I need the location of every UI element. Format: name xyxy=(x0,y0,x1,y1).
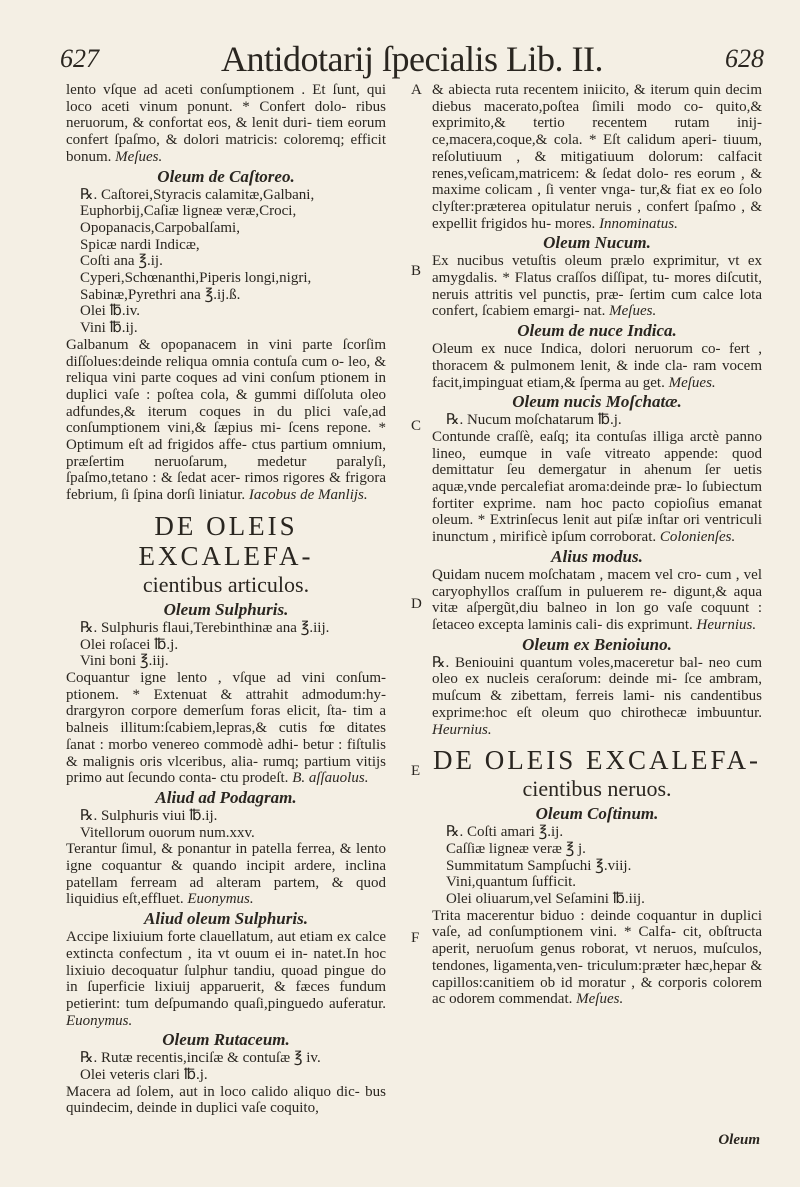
margin-letter-f: F xyxy=(411,930,420,946)
paragraph xyxy=(432,82,762,232)
paragraph-text: Coquantur igne lento , vſque ad vini conſum- ptionem. * Extenuat & attrahit admodum:hy- drargyron corpore demerſum foras elicit, ſta- tim a balneis illitum:ſcabiem,lepras,& cutis fœ ditates ſanat : morbo venereo commodè adhi- betur : fiſtulis & malignis oris vlceribus, alia- rumq; partium vitijs primo aut ſecundo conta- ctu prodeſt. xyxy=(66,669,386,787)
paragraph xyxy=(432,341,762,391)
source-citation: Meſues. xyxy=(609,303,657,320)
recipe-line: ℞. Rutæ recentis,inciſæ & contuſæ ℥ iv. xyxy=(80,1050,321,1067)
section-heading: Oleum Nucum. xyxy=(543,233,651,253)
source-citation: Meſues. xyxy=(576,991,624,1008)
page-header xyxy=(60,38,764,78)
source-citation: Innominatus. xyxy=(599,215,678,232)
paragraph xyxy=(66,929,386,1029)
recipe-line: ℞. Nucum moſchatarum ℔.j. xyxy=(446,412,622,429)
chapter-subtitle: cientibus neruos. xyxy=(522,776,672,802)
source-citation: Colonienſes. xyxy=(659,529,736,546)
source-citation: Iacobus de Manlijs. xyxy=(248,487,368,504)
paragraph xyxy=(432,655,762,739)
left-page-number: 627 xyxy=(60,44,99,73)
recipe-line: Opopanacis,Carpobalſami, xyxy=(80,219,240,236)
paragraph-text: Trita macerentur biduo : deinde coquantur in duplici vaſe, ad conſumptionem vini. * Calfa- cit, obſtructa aperit, neruoſum genus roborat, vt neruos, muſculos, tendones, ligamenta,ven- triculum:præter hæc,hepar & capillos:canitiem ob id moratur , & corporis colorem ac odorem commendat. xyxy=(432,907,762,1008)
source-citation: B. aſſauolus. xyxy=(292,770,369,787)
source-citation: Heurnius. xyxy=(432,721,492,738)
paragraph: Macera ad ſolem, aut in loco calido aliquo dic- bus quindecim, deinde in duplici vaſe coquito, xyxy=(66,1083,386,1117)
section-heading: Oleum de Caſtoreo. xyxy=(157,166,295,186)
recipe-line: Vitellorum ouorum num.xxv. xyxy=(80,824,255,841)
source-citation: Heurnius. xyxy=(696,616,757,633)
paragraph-text: Terantur ſimul, & ponantur in patella ferrea, & lento igne coquantur & quando incipit ardere, inclina patellam ferream ad alteram partem, & quod liquidius eſt,effluet. xyxy=(66,841,386,908)
source-citation: Meſues. xyxy=(115,148,163,165)
recipe-line: ℞. Caſtorei,Styracis calamitæ,Galbani, xyxy=(80,186,315,203)
paragraph xyxy=(66,670,386,787)
recipe-line: Coſti ana ℥.ij. xyxy=(80,253,163,270)
paragraph xyxy=(432,253,762,320)
margin-letter-e: E xyxy=(411,763,421,779)
section-heading: Alius modus. xyxy=(551,546,643,566)
section-heading: Oleum ex Benioiuno. xyxy=(522,634,672,654)
paragraph xyxy=(432,429,762,546)
paragraph-text: ℞. Beniouini quantum voles,maceretur bal- neo cum oleo ex nucleis ceraſorum: deinde mi- ſce ambram, muſcum & zibettam, ferreis lami- nis candentibus exprime:hoc eſt oleum quo chirothecæ imbuuntur. xyxy=(432,654,762,721)
recipe-line: Olei ℔.iv. xyxy=(80,303,141,320)
chapter-title: DE OLEIS EXCALEFA- xyxy=(433,745,761,776)
paragraph xyxy=(432,908,762,1008)
paragraph-text: Ex nucibus vetuſtis oleum prælo exprimitur, vt ex amygdalis. * Flatus craſſos diſſipat, tu- mores diſcutit, neruis attritis vel punctis, præ- ſertim cum calce lota confert, ſcabiem emargi- nat. xyxy=(432,253,762,320)
recipe-line: Euphorbij,Caſiæ ligneæ veræ,Croci, xyxy=(80,203,297,220)
section-heading: Oleum de nuce Indica. xyxy=(517,321,677,341)
paragraph-text: lento vſque ad aceti conſumptionem . Et ſunt, qui loco aceti vinum ponunt. * Confert dolo- ribus neruorum, & confortat eos, & lenit duri- tiem eorum confert ſpaſmo, & dolori matricis: coloremq; efficit bonum. xyxy=(66,82,386,165)
running-title: Antidotarij ſpecialis Lib. II. xyxy=(221,39,603,79)
recipe-line: ℞. Sulphuris flaui,Terebinthinæ ana ℥.iij. xyxy=(80,619,330,636)
paragraph xyxy=(432,567,762,634)
paragraph-text: Contunde craſſè, eaſq; ita contuſas illiga arctè panno lineo, eumque in vaſe vitreato appende: quod demittatur ſeu demergatur in ahenum ſer uetis aquæ,vnde percalefiat aroma:deinde præ- lo ſubiectum fortiter exprime. nam hoc pacto copioſius emanat oleum. * Extrinſecus lenit aut piſæ inſtar ori ventriculi inunctum , mirificè ipſum corroborat. xyxy=(432,428,762,546)
left-column xyxy=(66,82,386,1117)
section-heading: Oleum Coſtinum. xyxy=(535,804,659,824)
margin-letter-b: B xyxy=(411,263,422,279)
paragraph xyxy=(66,337,386,504)
margin-letter-d: D xyxy=(411,596,422,612)
recipe-line: ℞. Sulphuris viui ℔.ij. xyxy=(80,807,218,824)
source-citation: Meſues. xyxy=(668,374,716,391)
paragraph-text: Galbanum & opopanacem in vini parte ſcorſim diſſolues:deinde reliqua omnia contuſa cum o- leo, & reliqua vini parte coques ad vini conſum ptionem in duplici vaſe : poſtea cola, & gummi diſſoluta oleo adfundes,& iterum coques in du plici vaſe,ad conſumptionem vini,& ſæpius mi- ſcens repone. * Optimum eſt ad frigidos affe- ctus partium omnium, præſertim neruoſarum, medetur paralyſi, ſpaſmo,tetano : & ſedat acer- rimos rigores & frigora febrium, ſi ſpina dorſi liniatur. xyxy=(66,336,386,504)
margin-letter-a: A xyxy=(411,82,422,98)
recipe-line: Caſſiæ ligneæ veræ ℥ j. xyxy=(446,840,586,857)
paragraph xyxy=(66,841,386,908)
section-heading: Aliud ad Podagram. xyxy=(155,787,297,807)
margin-letter-c: C xyxy=(411,418,422,434)
recipe-line: Cyperi,Schœnanthi,Piperis longi,nigri, xyxy=(80,270,312,287)
recipe-line: Vini ℔.ij. xyxy=(80,320,138,337)
chapter-title: DE OLEIS EXCALEFA- xyxy=(138,510,314,571)
section-heading: Oleum Rutaceum. xyxy=(162,1030,290,1050)
recipe-line: ℞. Coſti amari ℥.ij. xyxy=(446,824,564,841)
paragraph-text: Oleum ex nuce Indica, dolori neruorum co- fert , thoracem & pulmonem lenit, & inde cla- ram vocem facit,impinguat etiam,& ſperma au get. xyxy=(432,341,762,391)
recipe-line: Sabinæ,Pyrethri ana ℥.ij.ß. xyxy=(80,286,241,303)
section-heading: Oleum Sulphuris. xyxy=(163,599,289,619)
chapter-subtitle: cientibus articulos. xyxy=(142,571,310,597)
paragraph xyxy=(66,82,386,166)
recipe-line: Vini,quantum ſufficit. xyxy=(446,874,577,891)
source-citation: Euonymus. xyxy=(187,891,254,908)
source-citation: Euonymus. xyxy=(66,1012,133,1029)
recipe-line: Summitatum Sampſuchi ℥.viij. xyxy=(446,857,632,874)
section-heading: Aliud oleum Sulphuris. xyxy=(144,909,308,929)
section-heading: Oleum nucis Moſchatæ. xyxy=(512,392,682,412)
recipe-line: Olei veteris clari ℔.j. xyxy=(80,1067,208,1084)
paragraph-text: Quidam nucem moſchatam , macem vel cro- cum , vel caryophyllos craſſum in puluerem re- digunt,& aqua vitæ aſpergũt,diu balneo in lon go vaſe coquunt : ſetaceo excepta laminis cali- dis exprimunt. xyxy=(432,566,762,633)
right-column xyxy=(432,82,762,1008)
recipe-line: Olei oliuarum,vel Seſamini ℔.iij. xyxy=(446,891,645,908)
paragraph-text: Accipe lixiuium forte clauellatum, aut etiam ex calce extincta confectum , ita vt ouum ei in- natet.In hoc lixiuio decoquatur ſulphur tandiu, quoad pingue do in ſuperficie lixiuij apparuerit, & fæces fundum petierint: tum deſpumando quaſi,pinguedo auferatur. xyxy=(66,929,386,1012)
catchword: Oleum xyxy=(718,1132,760,1148)
recipe-line: Spicæ nardi Indicæ, xyxy=(80,236,200,253)
paragraph-text: & abiecta ruta recentem iniicito, & iterum quin decim diebus macerato,poſtea ſimili modo co- quito,& exprimito,& tertio recentem rutam inij- ce,macera,coque,& cola. * Eſt calidum aperi- tiuum, reſolutiuum , & mitigatiuum dolorum: calfacit renes,veſicam,matricem: & ſedat dolo- res eorum , & maxime colicam , ſi venter vnga- tur,& fiat ex eo ſolo clyſter:præterea opitulatur neruis , confert ſpaſmo , & expellit frigidos hu- mores. xyxy=(432,82,762,232)
recipe-line: Vini boni ℥.iij. xyxy=(80,653,169,670)
right-page-number: 628 xyxy=(725,44,764,73)
recipe-line: Olei roſacei ℔.j. xyxy=(80,636,179,653)
